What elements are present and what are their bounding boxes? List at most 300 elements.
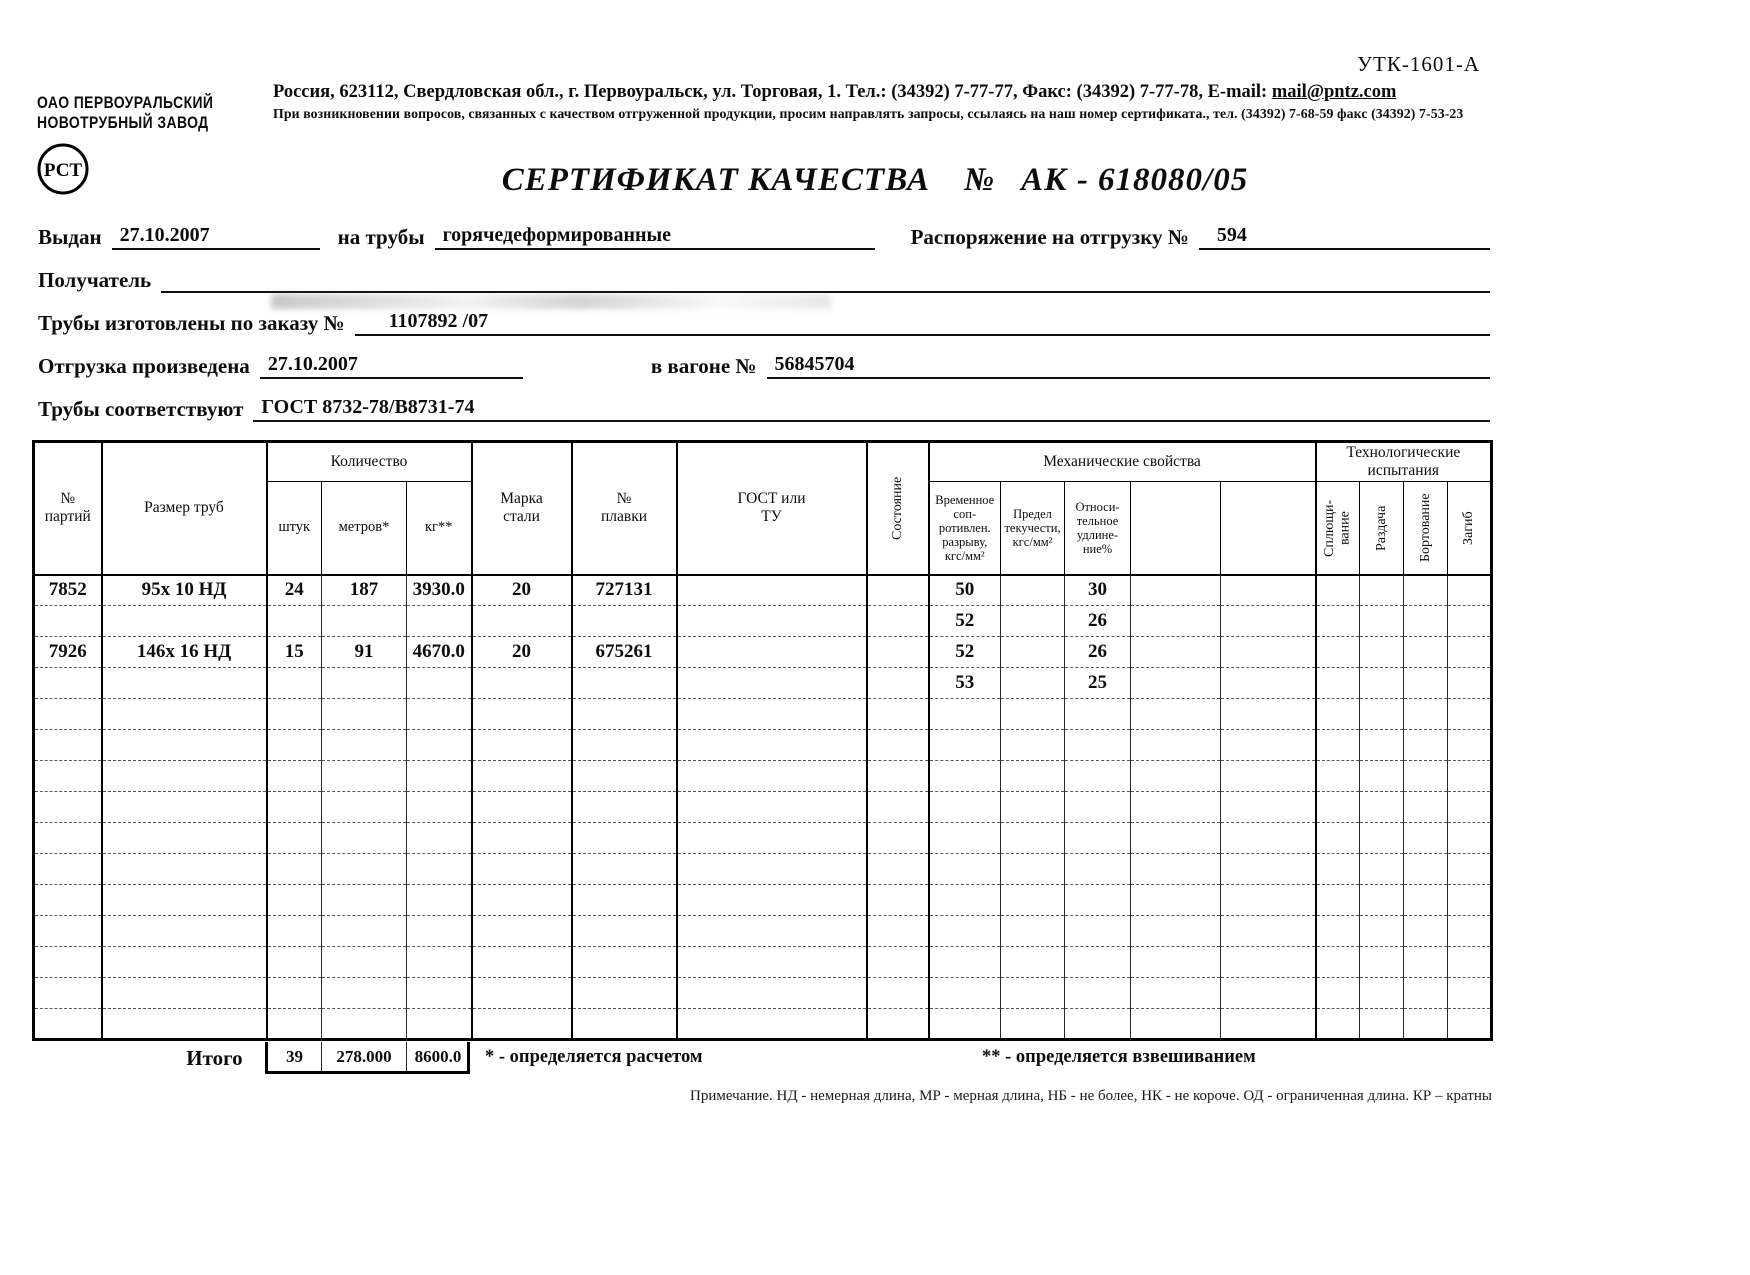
email-label: E-mail: [1207,82,1268,102]
receiver-label: Получатель [38,268,152,292]
col-qty-meters: метров* [322,482,407,575]
table-cell [929,1009,1001,1040]
pipes-label: на трубы [337,225,425,249]
table-cell: 187 [322,575,407,606]
table-cell: 7852 [34,575,102,606]
table-cell [102,885,267,916]
table-cell [1360,916,1404,947]
table-cell [1001,575,1065,606]
table-cell [677,792,867,823]
table-cell [407,916,472,947]
table-cell [572,978,677,1009]
table-cell [1001,761,1065,792]
email-address: mail@pntz.com [1271,82,1397,102]
table-cell [1404,730,1448,761]
table-cell [322,1009,407,1040]
table-cell: 675261 [572,637,677,668]
table-cell [1316,885,1360,916]
footnote-calculated: * - определяется расчетом [485,1047,703,1067]
col-pipe-size: Размер труб [102,442,267,575]
table-cell [677,916,867,947]
table-cell [867,823,929,854]
table-cell [1131,823,1221,854]
col-bend-test: Загиб [1448,482,1492,575]
col-qty-kg: кг** [407,482,472,575]
table-cell [472,668,572,699]
table-cell [1221,761,1316,792]
table-cell [267,668,322,699]
table-cell [1360,637,1404,668]
table-row [34,792,1492,823]
table-cell [1404,854,1448,885]
table-cell [1360,668,1404,699]
table-cell [1001,854,1065,885]
table-cell [1131,947,1221,978]
table-cell [1316,699,1360,730]
table-row [34,854,1492,885]
table-cell [1404,916,1448,947]
totals-pieces: 39 [268,1042,322,1071]
table-cell [1001,823,1065,854]
table-cell [322,761,407,792]
table-cell [1360,761,1404,792]
table-cell [1404,637,1448,668]
table-cell: 26 [1065,637,1131,668]
table-cell [407,885,472,916]
table-cell: 53 [929,668,1001,699]
table-cell [929,761,1001,792]
table-cell [407,978,472,1009]
table-cell [1448,792,1492,823]
table-cell [1448,885,1492,916]
col-tensile-strength: Временное сопротивлен. разрыву, кгс/мм² [929,482,1001,575]
table-cell [102,978,267,1009]
table-cell [572,1009,677,1040]
table-cell [267,978,322,1009]
table-cell: 146x 16 НД [102,637,267,668]
totals-row [32,1042,1490,1078]
col-expansion-test: Раздача [1360,482,1404,575]
table-cell [1131,730,1221,761]
col-group-technological: Технологические испытания [1316,442,1492,482]
table-cell [572,823,677,854]
table-cell [102,699,267,730]
table-cell: 52 [929,606,1001,637]
table-cell [1221,730,1316,761]
table-cell [867,606,929,637]
table-cell [472,761,572,792]
table-cell [472,916,572,947]
shipping-date-field: 27.10.2007 [260,353,523,379]
table-cell [1448,730,1492,761]
table-cell [1360,730,1404,761]
table-cell [572,916,677,947]
table-cell [34,730,102,761]
table-cell [1131,668,1221,699]
table-cell [677,575,867,606]
table-cell [1360,885,1404,916]
table-cell [34,978,102,1009]
table-cell [677,947,867,978]
col-state: Состояние [867,442,929,575]
table-cell [677,637,867,668]
table-cell [102,947,267,978]
footnote-weighed: ** - определяется взвешиванием [982,1047,1256,1067]
table-cell [1131,854,1221,885]
table-cell [34,606,102,637]
table-cell [1448,761,1492,792]
table-cell [322,916,407,947]
table-cell [1360,792,1404,823]
table-cell [929,854,1001,885]
table-cell [102,792,267,823]
table-row [34,606,1492,637]
table-cell [1404,699,1448,730]
table-cell [1131,606,1221,637]
col-yield-strength: Предел текучести, кгс/мм² [1001,482,1065,575]
table-cell [1316,668,1360,699]
table-cell [102,854,267,885]
table-header [34,442,1492,575]
table-cell [102,606,267,637]
table-cell [34,761,102,792]
table-cell [1001,947,1065,978]
header [35,82,1495,144]
table-cell [102,823,267,854]
col-flanging-test: Бортование [1404,482,1448,575]
table-cell [1001,668,1065,699]
address-line [273,82,1495,103]
table-cell [1001,916,1065,947]
table-cell [1448,854,1492,885]
form-fields [38,220,1490,435]
table-cell [1316,1009,1360,1040]
table-cell [1404,668,1448,699]
table-cell [1131,978,1221,1009]
table-cell [1360,575,1404,606]
shipped-label: Отгрузка произведена [38,354,250,378]
table-cell [407,606,472,637]
table-cell [1001,885,1065,916]
table-cell [1404,1009,1448,1040]
table-cell [572,668,677,699]
table-cell [867,575,929,606]
table-cell [572,761,677,792]
title-text: СЕРТИФИКАТ КАЧЕСТВА [501,162,930,198]
table-row [34,885,1492,916]
table-cell [102,916,267,947]
table-cell [322,668,407,699]
table-cell [1065,947,1131,978]
table-cell: 727131 [572,575,677,606]
faded-stamp-smudge [271,294,831,309]
table-cell [1221,885,1316,916]
table-cell [267,792,322,823]
table-cell [1221,947,1316,978]
table-cell [1448,668,1492,699]
table-cell [572,606,677,637]
table-cell [34,1009,102,1040]
table-cell [34,854,102,885]
table-cell [1316,761,1360,792]
col-mech-extra-1 [1131,482,1221,575]
table-cell [267,947,322,978]
table-cell [867,885,929,916]
address-text: Россия, 623112, Свердловская обл., г. Первоуральск, ул. Торговая, 1. Тел.: (34392) 7-77-77, Факс: (34392) 7-77-78, [273,82,1203,102]
table-cell: 3930.0 [407,575,472,606]
pipe-type-field: горячедеформированные [435,224,875,250]
table-cell [472,978,572,1009]
col-group-mechanical: Механические свойства [929,442,1316,482]
table-cell [572,730,677,761]
table-cell [34,823,102,854]
table-cell [1448,1009,1492,1040]
table-cell [1001,1009,1065,1040]
table-cell [1316,792,1360,823]
issued-line [38,220,1490,250]
table-row [34,668,1492,699]
table-cell: 24 [267,575,322,606]
wagon-label: в вагоне № [650,354,757,378]
table-cell [472,947,572,978]
table-cell [322,730,407,761]
table-cell [1221,792,1316,823]
table-cell [929,947,1001,978]
wagon-number-field: 56845704 [767,353,1490,379]
table-cell [1316,730,1360,761]
table-cell [677,854,867,885]
table-row [34,637,1492,668]
table-cell [102,761,267,792]
table-cell [1131,699,1221,730]
table-cell [867,668,929,699]
table-cell [267,699,322,730]
table-cell [1448,916,1492,947]
table-cell: 25 [1065,668,1131,699]
table-cell [407,854,472,885]
table-cell: 4670.0 [407,637,472,668]
col-gost-tu: ГОСТ или ТУ [677,442,867,575]
table-cell [572,854,677,885]
table-cell [1360,978,1404,1009]
table-row [34,730,1492,761]
table-cell: 50 [929,575,1001,606]
table-cell [1001,730,1065,761]
table-cell [1316,575,1360,606]
company-logo [35,82,251,144]
table-cell [1001,606,1065,637]
table-cell [572,699,677,730]
table-cell [1360,699,1404,730]
table-cell [1065,885,1131,916]
table-cell [1221,1009,1316,1040]
issued-date-field: 27.10.2007 [112,224,320,250]
table-cell: 52 [929,637,1001,668]
quality-notice-line: При возникновении вопросов, связанных с качеством отгруженной продукции, просим направлять запросы, ссылаясь на наш номер сертификата., тел. (34392) 7-68-59 факс (34392) 7-53-23 [273,106,1464,121]
shipping-line [38,349,1490,379]
table-cell [1360,823,1404,854]
table-cell [572,947,677,978]
table-cell [867,1009,929,1040]
company-contacts [251,82,1495,122]
receiver-field [161,290,1490,293]
table-cell [1065,1009,1131,1040]
table-cell [34,792,102,823]
table-cell [929,885,1001,916]
table-cell [267,730,322,761]
table-row [34,1009,1492,1040]
table-cell [34,699,102,730]
table-cell [1065,761,1131,792]
table-row [34,575,1492,606]
table-cell [34,668,102,699]
table-cell [472,730,572,761]
table-cell: 20 [472,575,572,606]
table-cell [677,761,867,792]
table-cell [102,668,267,699]
table-cell [472,885,572,916]
table-cell: 26 [1065,606,1131,637]
table-cell [867,761,929,792]
shipment-order-field: 594 [1199,224,1490,250]
table-cell [472,1009,572,1040]
table-cell [102,730,267,761]
certificate-number: АК - 618080/05 [1021,162,1249,198]
table-cell [1131,637,1221,668]
table-cell [929,730,1001,761]
table-cell [867,699,929,730]
table-row [34,761,1492,792]
table-cell [1001,978,1065,1009]
order-line [38,306,1490,336]
col-flattening-test: Сплющивание [1316,482,1360,575]
totals-box [265,1042,470,1074]
table-cell [1221,854,1316,885]
table-cell: 20 [472,637,572,668]
table-cell [1131,575,1221,606]
table-cell: 7926 [34,637,102,668]
table-cell [472,699,572,730]
table-cell: 15 [267,637,322,668]
table-cell [1404,978,1448,1009]
order-number-field: 1107892 /07 [355,310,1490,336]
made-by-order-label: Трубы изготовлены по заказу № [38,311,345,335]
table-cell [1404,792,1448,823]
svg-text:РСТ: РСТ [43,160,83,181]
table-cell [322,699,407,730]
table-cell [34,947,102,978]
table-cell [677,978,867,1009]
table-cell [929,978,1001,1009]
table-cell [1065,823,1131,854]
table-cell [1131,916,1221,947]
table-cell [1360,1009,1404,1040]
table-cell [867,730,929,761]
table-cell [867,947,929,978]
abbreviations-note: Примечание. НД - немерная длина, МР - мерная длина, НБ - не более, НК - не короче. ОД - ограниченная длина. КР – кратны [690,1088,1492,1104]
table-row [34,823,1492,854]
table-cell [1065,792,1131,823]
table-cell [1221,916,1316,947]
table-cell [1131,885,1221,916]
table-cell [322,823,407,854]
table-cell [677,823,867,854]
conform-label: Трубы соответствуют [38,397,244,421]
table-cell [929,823,1001,854]
certificate-table [32,440,1493,1041]
table-cell [267,761,322,792]
table-cell [677,699,867,730]
table-cell [1065,730,1131,761]
table-cell [267,885,322,916]
table-cell [1448,575,1492,606]
totals-meters: 278.000 [322,1042,407,1071]
table-cell [1360,947,1404,978]
table-cell [1131,1009,1221,1040]
form-code: УТК-1601-А [1357,52,1480,76]
table-cell [472,792,572,823]
table-cell [1316,916,1360,947]
table-cell [322,854,407,885]
table-cell [929,792,1001,823]
table-cell [1316,606,1360,637]
table-cell [1221,978,1316,1009]
table-cell [1065,699,1131,730]
totals-kg: 8600.0 [414,1046,462,1066]
table-cell [677,606,867,637]
table-cell [1404,761,1448,792]
table-cell [1404,823,1448,854]
table-cell [267,823,322,854]
col-mech-extra-2 [1221,482,1316,575]
table-cell [472,854,572,885]
table-cell [34,885,102,916]
table-cell: 95x 10 НД [102,575,267,606]
table-cell [867,854,929,885]
receiver-line [38,263,1490,293]
table-cell [472,606,572,637]
table-cell [1448,606,1492,637]
table-cell [929,916,1001,947]
company-name [37,93,213,134]
certificate-table-wrap [32,440,1493,1041]
table-cell [1221,823,1316,854]
table-cell [1221,575,1316,606]
table-cell [322,978,407,1009]
table-cell [1316,947,1360,978]
table-cell [867,916,929,947]
table-body [34,575,1492,1040]
table-cell [1001,792,1065,823]
table-cell: 91 [322,637,407,668]
table-cell [1001,637,1065,668]
table-cell [1448,699,1492,730]
table-cell [677,730,867,761]
table-row [34,947,1492,978]
certificate-title [0,162,1750,199]
table-cell [407,699,472,730]
col-qty-pieces: штук [267,482,322,575]
table-cell [1404,885,1448,916]
table-cell [1316,978,1360,1009]
table-cell [322,885,407,916]
table-cell [102,1009,267,1040]
table-cell [572,885,677,916]
col-elongation: Относительное удлинение% [1065,482,1131,575]
table-cell [1221,637,1316,668]
table-cell [677,1009,867,1040]
table-cell [407,668,472,699]
